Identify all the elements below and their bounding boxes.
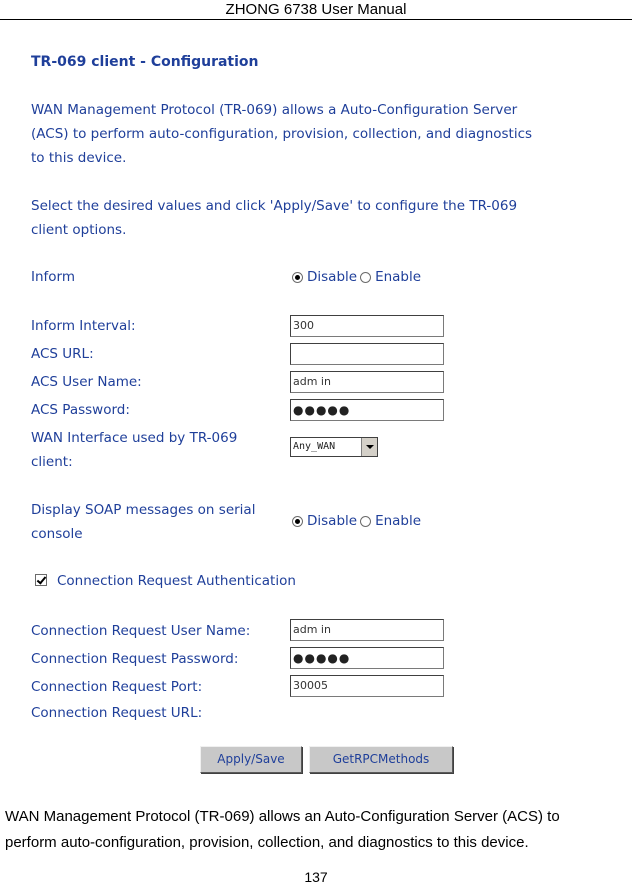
wan-interface-select[interactable] <box>290 437 378 457</box>
acs-user-name-label: ACS User Name: <box>31 374 142 390</box>
connection-request-auth-checkbox[interactable] <box>35 574 47 586</box>
soap-label-line-2: console <box>31 526 83 542</box>
conn-request-url-label: Connection Request URL: <box>31 705 203 721</box>
wan-interface-label-line-1: WAN Interface used by TR-069 <box>31 430 238 446</box>
apply-save-button[interactable]: Apply/Save <box>200 746 302 773</box>
acs-password-input[interactable]: ●●●●● <box>290 399 444 421</box>
conn-request-password-input[interactable]: ●●●●● <box>290 647 444 669</box>
conn-request-user-name-input[interactable]: adm in <box>290 619 444 641</box>
manual-title: ZHONG 6738 User Manual <box>225 1 407 18</box>
inform-enable-label: Enable <box>375 269 422 285</box>
body-text-line-1: WAN Management Protocol (TR-069) allows an Auto-Configuration Server (ACS) to <box>5 808 560 825</box>
acs-password-label: ACS Password: <box>31 402 130 418</box>
inform-label: Inform <box>31 269 76 285</box>
chevron-down-icon[interactable] <box>361 438 377 456</box>
instruction-line-2: client options. <box>31 222 127 238</box>
soap-disable-label: Disable <box>307 513 358 529</box>
intro-line-2: (ACS) to perform auto-configuration, provision, collection, and diagnostics <box>31 126 533 142</box>
intro-line-1: WAN Management Protocol (TR-069) allows a Auto-Configuration Server <box>31 102 518 118</box>
inform-disable-label: Disable <box>307 269 358 285</box>
inform-interval-label: Inform Interval: <box>31 318 136 334</box>
soap-disable-radio[interactable] <box>292 516 303 527</box>
intro-line-3: to this device. <box>31 150 127 166</box>
soap-label-line-1: Display SOAP messages on serial <box>31 502 256 518</box>
conn-request-user-name-label: Connection Request User Name: <box>31 623 251 639</box>
acs-user-name-input[interactable]: adm in <box>290 371 444 393</box>
acs-url-input[interactable] <box>290 343 444 365</box>
inform-interval-input[interactable]: 300 <box>290 315 444 337</box>
wan-interface-label-line-2: client: <box>31 454 73 470</box>
inform-disable-radio[interactable] <box>292 272 303 283</box>
wan-interface-selected-value: Any_WAN <box>293 441 336 452</box>
inform-enable-radio[interactable] <box>360 272 371 283</box>
soap-radio-group <box>292 511 424 531</box>
page-title: TR-069 client - Configuration <box>31 54 259 70</box>
conn-request-password-label: Connection Request Password: <box>31 651 239 667</box>
inform-radio-group <box>292 267 424 287</box>
acs-url-label: ACS URL: <box>31 346 94 362</box>
instruction-line-1: Select the desired values and click 'Apply/Save' to configure the TR-069 <box>31 198 518 214</box>
conn-request-port-input[interactable]: 30005 <box>290 675 444 697</box>
soap-enable-label: Enable <box>375 513 422 529</box>
connection-request-auth-label: Connection Request Authentication <box>57 573 296 589</box>
conn-request-port-label: Connection Request Port: <box>31 679 203 695</box>
page-number: 137 <box>304 869 328 885</box>
body-text-line-2: perform auto-configuration, provision, collection, and diagnostics to this device. <box>5 834 529 851</box>
get-rpc-methods-button[interactable]: GetRPCMethods <box>309 746 453 773</box>
soap-enable-radio[interactable] <box>360 516 371 527</box>
